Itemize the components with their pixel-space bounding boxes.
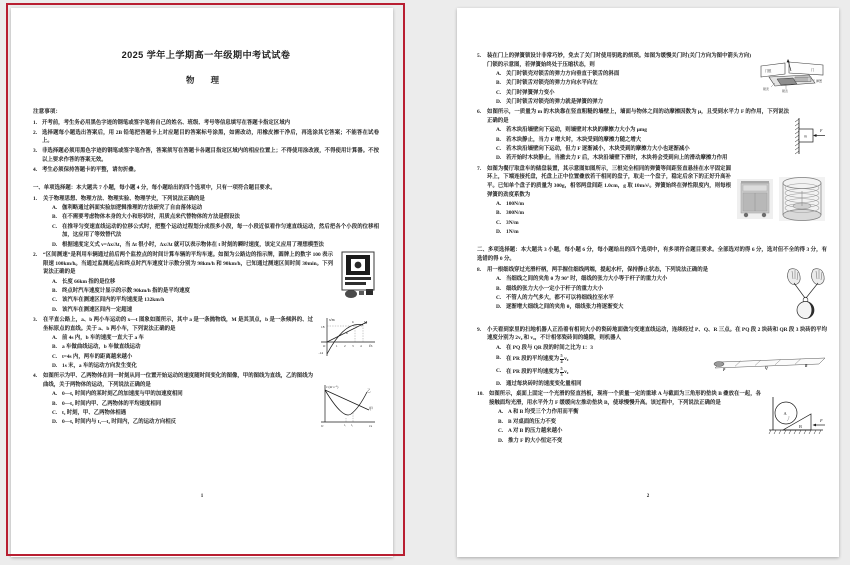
plate-dispenser-photos-icon xyxy=(735,173,827,223)
option-text: 0—t₂ 时间内甲、乙两物体的平均速度相同 xyxy=(62,400,162,407)
question-1 xyxy=(33,195,379,250)
option-list xyxy=(487,275,827,312)
option-text-pre: 在 PR 段的平均速度为 xyxy=(506,356,560,363)
option-label: C. xyxy=(496,368,502,375)
question-3 xyxy=(33,316,379,371)
option-text: 在不需要考虑物体本身的大小和形状时，用质点来代替物体的方法是假设法 xyxy=(62,214,240,221)
svg-text:-14: -14 xyxy=(318,351,324,356)
option-label: B. xyxy=(496,285,501,292)
svg-text:t₂: t₂ xyxy=(351,423,353,428)
option-c xyxy=(498,427,827,436)
svg-text:O: O xyxy=(323,344,326,349)
option-list xyxy=(43,204,379,250)
notice-item xyxy=(33,166,379,175)
notice-text: 开考前，考生务必用黑色字迹的钢笔或签字笔将自己的姓名、班级、考号等信息填写在答题卡指定区域内 xyxy=(42,119,290,126)
option-label: A. xyxy=(496,127,502,134)
option-label: B. xyxy=(52,288,57,295)
option-label: D. xyxy=(52,241,58,248)
option-a xyxy=(52,390,379,399)
option-text: 逐渐增大细线之间的夹角 θ，细线张力将逐渐变大 xyxy=(506,304,624,311)
option-text: 通过每块砖时的速度变化量相同 xyxy=(506,381,582,388)
question-10 xyxy=(477,390,827,445)
option-text: 若木块沿墙壁向下运动，但力 F 逐渐减小，木块受到的摩擦力大小也逐渐减小 xyxy=(506,145,690,152)
fraction-5-4 xyxy=(560,354,564,364)
option-b xyxy=(496,79,827,88)
option-text: 前 4s 内，b 车的速度一直大于 a 车 xyxy=(62,335,144,342)
option-label: D. xyxy=(498,437,504,444)
svg-text:门: 门 xyxy=(811,68,815,72)
option-a xyxy=(52,334,379,343)
option-text: 推力 F 的大小恒定不变 xyxy=(508,437,563,444)
option-text: 当细线之间的夹角 θ 为 90° 时，细线的张力大小等于杆子的重力大小 xyxy=(506,276,668,283)
question-stem: “区间测速”是利用车辆通过前后两个监控点的时间计算车辆的平均车速。如图为公路边的指示牌，圆牌上的数字 100 表示限速 100km/h。当通过监测起点和终点时汽车速度计示数分别为 98km/h 和 90km/h，已知通过测速区间时间 30min。下列说法正确的是 xyxy=(43,251,333,276)
option-text: 300N/m xyxy=(506,210,524,217)
option-text: 在推导匀变速直线运动的位移公式时，把整个运动过程划分成很多小段，每一小段近似看作匀速直线运动，然后把各个小段的位移相加，这应用了等效替代法 xyxy=(62,223,379,239)
fraction-numerator: 5 xyxy=(560,353,563,359)
svg-text:b: b xyxy=(352,320,354,325)
svg-text:F: F xyxy=(820,418,823,424)
option-b xyxy=(496,353,827,373)
option-c xyxy=(52,353,379,362)
option-label: D. xyxy=(496,99,502,106)
option-label: B. xyxy=(496,355,501,362)
option-d xyxy=(52,241,379,250)
svg-text:弹簧: 弹簧 xyxy=(816,79,823,83)
notice-heading: 注意事项： xyxy=(33,108,61,115)
subject-title: 物 理 xyxy=(185,74,227,85)
option-label: A. xyxy=(52,335,58,342)
option-text-post: v₀ xyxy=(564,369,569,376)
svg-text:t/s: t/s xyxy=(369,344,373,349)
option-text: A 对 B 的压力越来越小 xyxy=(508,428,563,435)
option-text: 若开始时木块静止，当撤去力 F 后，木块沿墙壁下滑时，木块将会受到向上的滑动摩擦力作用 xyxy=(506,155,728,162)
question-number: 8. xyxy=(477,266,482,273)
svg-text:B: B xyxy=(799,424,802,430)
page-title: 2025 学年上学期高一年级期中考试试卷 xyxy=(121,50,291,60)
svg-text:4: 4 xyxy=(360,344,362,349)
question-4 xyxy=(33,372,379,427)
question-number: 1. xyxy=(33,195,38,202)
option-list xyxy=(487,126,827,163)
option-label: C. xyxy=(52,353,58,360)
option-label: C. xyxy=(498,428,504,435)
question-7 xyxy=(477,165,827,238)
option-text-pre: 在 PR 段的平均速度为 xyxy=(506,369,560,376)
option-label: A. xyxy=(496,276,502,283)
option-text: 根据速度定义式 v=Δx/Δt，当 Δt 很小时，Δx/Δt 就可以表示物体在 t 时刻的瞬时速度，该定义应用了理想模型法 xyxy=(62,241,324,248)
option-label: A. xyxy=(496,344,502,351)
option-d xyxy=(496,303,827,312)
question-number: 3. xyxy=(33,317,38,324)
option-text: B 对桌面的压力不变 xyxy=(508,418,557,425)
option-text: t=4s 内，两车的距离越来越小 xyxy=(62,353,133,360)
option-label: C. xyxy=(52,409,58,416)
option-label: D. xyxy=(52,306,58,313)
option-text: 该汽车在测速区间内的平均速度是 132km/h xyxy=(62,297,165,304)
question-number: 6. xyxy=(477,109,482,116)
option-text: 不管人的力气多大，都不可以将细线拉至水平 xyxy=(506,294,614,301)
question-number: 5. xyxy=(477,53,482,59)
fraction-denominator: 3 xyxy=(560,371,563,377)
question-stem: 小天看到家里的扫地机器人正沿着有相同大小的瓷砖地面做匀变速直线运动，连续经过 P、Q、R 三点。在 PQ 段 2 块砖和 QR 段 3 块砖的平均速度分别为 2v₀ 和 v₀，不计相邻瓷砖间的缝隙，则机器人 xyxy=(487,326,827,342)
option-text: 若木块沿墙壁向下运动，则墙壁对木块的摩擦力大小为 μmg xyxy=(506,127,647,134)
option-label: B. xyxy=(496,210,501,217)
option-label: B. xyxy=(496,80,501,87)
question-number: 4. xyxy=(33,373,38,380)
option-label: C. xyxy=(496,219,502,226)
option-list xyxy=(43,278,379,315)
option-b xyxy=(498,418,827,430)
svg-text:P: P xyxy=(723,368,726,373)
notice-number: 3. xyxy=(33,148,38,155)
question-stem: 如图所示为甲、乙两物体在同一时刻从同一位置开始运动的速度随时间变化的图像，甲的图线为直线，乙的图线为曲线，关于两物体的运动，下列说法正确的是 xyxy=(43,373,313,389)
option-list xyxy=(489,408,827,445)
fraction-denominator: 4 xyxy=(560,358,563,364)
notice-item xyxy=(33,119,379,128)
question-number: 9. xyxy=(477,326,482,333)
question-5 xyxy=(477,52,827,107)
option-text: 关门时锁壳对锁舌的弹力方向垂直于锁舌的斜面 xyxy=(506,71,620,77)
option-text-post: v₀ xyxy=(564,356,569,363)
notice-text: 非选择题必须用黑色字迹的钢笔或签字笔作答，答案须写在答题卡各题目指定区域内的相应位置上；不得使用涂改液，不得使用计算器。不按以上要求作答的答案无效。 xyxy=(42,148,379,164)
option-c xyxy=(52,296,379,305)
notice-text: 考生必须保持答题卡的平整，请勿折叠。 xyxy=(42,167,140,174)
page-number-left: 1 xyxy=(200,494,204,499)
option-a xyxy=(52,204,379,213)
question-stem: 用一根细线穿过光滑杆柄，两手握住细线两端，提起水杆，保持静止状态，下列说法正确的是 xyxy=(487,266,709,273)
option-text: 长度 66km 指的是位移 xyxy=(62,278,116,285)
option-text: 终点时汽车速度计显示的示数 90km/h 指的是平均速度 xyxy=(62,288,190,295)
option-list xyxy=(43,334,379,371)
option-label: D. xyxy=(52,363,58,370)
option-label: B. xyxy=(498,418,503,425)
notice-number: 2. xyxy=(33,129,38,136)
option-label: B. xyxy=(52,344,57,351)
option-label: C. xyxy=(496,294,502,301)
option-d xyxy=(496,380,827,389)
question-9 xyxy=(477,326,827,389)
option-text: 1N/m xyxy=(506,229,519,236)
question-number: 2. xyxy=(33,251,38,258)
option-label: C. xyxy=(496,145,502,152)
option-d xyxy=(52,418,379,427)
option-c xyxy=(496,145,827,154)
plate-dispenser-figure xyxy=(735,173,827,227)
option-label: A. xyxy=(496,201,502,208)
option-a xyxy=(496,200,662,209)
option-d xyxy=(496,154,827,163)
option-label: D. xyxy=(496,155,502,162)
svg-text:锁舌: 锁舌 xyxy=(782,89,789,93)
option-b xyxy=(52,287,379,296)
svg-text:3: 3 xyxy=(352,344,354,349)
svg-text:1: 1 xyxy=(336,344,338,349)
section-2-heading: 二、多项选择题：本大题共 3 小题，每小题 6 分，每小题给出的四个选项中，有多项符合题目要求。全部选对的得 6 分，选对但不全的得 3 分，有选错的得 0 分。 xyxy=(477,247,827,263)
option-c xyxy=(52,223,379,241)
svg-text:Q: Q xyxy=(765,366,768,371)
option-c xyxy=(496,367,827,377)
option-a xyxy=(496,70,827,79)
notice-item xyxy=(33,147,379,165)
svg-text:v (m·s⁻¹): v (m·s⁻¹) xyxy=(326,385,339,390)
question-stem: 如图为餐厅取盘车的储盘装置，其示意图如图所示，三根完全相同的弹簧等间距竖直悬挂在水平固定圆环上，下端连接托盘，托盘上正中位置叠放若干相同的盘子，取走一个盘子，稳定后余下的正好升高补平。已知单个盘子的质量为 300g，相邻两盘间距 1.0cm，g 取 10m/s²。弹簧始终在弹性限度内，则每根弹簧的劲度系数为 xyxy=(487,165,731,198)
option-text: 关门时锁舌对锁壳的弹力就是弹簧的弹力 xyxy=(506,99,604,106)
question-stem: 在平直公路上，a、b 两小车运动的 x—t 图象如图所示，其中 a 是一条抛物线，M 是其顶点，b 是一条倾斜的、过坐标原点的直线。关于 a、b 两小车，下列说法正确的是 xyxy=(43,317,313,332)
option-text: 该汽车在测速区间内一定超速 xyxy=(62,306,133,313)
fraction-5-3 xyxy=(560,367,564,377)
question-number: 10. xyxy=(477,391,484,398)
svg-text:A: A xyxy=(783,411,787,417)
option-b xyxy=(496,209,662,218)
option-a xyxy=(496,275,827,284)
option-b xyxy=(496,285,827,294)
option-a xyxy=(498,408,827,417)
option-label: A. xyxy=(52,278,58,285)
option-text: A 和 B 均受三个力作用而平衡 xyxy=(508,409,579,416)
question-6 xyxy=(477,108,827,163)
question-stem: 如图所示，一质量为 m 的木块靠在竖直粗糙的墙壁上，墙面与物体之间的动摩擦因数为 μ，且受到水平力 F 的作用，下列说法正确的是 xyxy=(487,109,789,125)
option-label: A. xyxy=(52,204,58,211)
svg-text:甲: 甲 xyxy=(369,407,373,412)
notice-item xyxy=(33,129,379,147)
option-label: D. xyxy=(52,419,58,426)
svg-text:t/s: t/s xyxy=(369,424,373,429)
option-b xyxy=(496,133,827,145)
svg-text:O: O xyxy=(321,424,324,429)
question-8 xyxy=(477,266,827,312)
option-label: A. xyxy=(496,71,502,77)
option-c xyxy=(52,409,379,418)
svg-text:M: M xyxy=(364,321,367,326)
option-b xyxy=(52,213,379,222)
option-text: 0—t₁ 时间内与 t₁—t₂ 时间内，乙的运动方向相反 xyxy=(62,419,177,426)
option-text: 若木块静止，当力 F 增大时，木块受到的摩擦力随之增大 xyxy=(506,136,642,143)
section-1-heading: 一、单项选择题：本大题共 7 小题，每小题 4 分，每小题给出的四个选项中，只有一项符合题目要求。 xyxy=(33,184,276,191)
option-c xyxy=(496,219,662,228)
option-label: B. xyxy=(496,136,501,143)
option-label: B. xyxy=(52,214,57,221)
option-text: 1s 末，a 车的运动方向发生变化 xyxy=(62,363,137,370)
svg-text:x/m: x/m xyxy=(329,318,335,323)
document-page-1 xyxy=(11,8,393,557)
notice-text: 选择题每小题选出答案后，用 2B 铅笔把答题卡上对应题目的答案标号涂黑，如需改动，用橡皮擦干净后，再选涂其它答案；不能答在试卷上。 xyxy=(42,129,379,145)
svg-text:门框: 门框 xyxy=(765,69,772,73)
page-number-right: 2 xyxy=(646,494,650,499)
option-text: 3N/m xyxy=(506,219,519,226)
option-label: C. xyxy=(52,297,58,304)
svg-text:m: m xyxy=(804,133,807,139)
option-label: A. xyxy=(52,391,58,398)
option-list xyxy=(487,344,827,389)
option-b xyxy=(52,343,379,352)
option-text: t₂ 时刻，甲、乙两物体相遇 xyxy=(62,409,127,416)
option-c xyxy=(496,89,827,98)
question-stem: 如图所示，桌面上固定一个光滑的竖直挡板，现将一个质量一定的重球 A 与截面为三角形的垫块 B 叠放在一起，各接触面均光滑，用水平外力 F 缓缓向左推动垫块 B，使球慢慢升高。该过程中，下列说法正确的是 xyxy=(489,391,761,407)
option-d xyxy=(52,362,379,371)
option-text: 细线的张力大小一定小于杆子的重力大小 xyxy=(506,285,604,292)
question-number: 7. xyxy=(477,165,482,172)
option-list xyxy=(43,390,379,427)
option-d xyxy=(52,306,379,315)
notice-number: 4. xyxy=(33,167,38,174)
option-d xyxy=(496,228,662,237)
question-stem: 关于物理思想、物理方法、物理实验、物理学史，下列说法正确的是 xyxy=(43,195,205,202)
option-text: 伽利略通过斜面实验加逻辑推理的方法研究了自由落体运动 xyxy=(62,204,203,211)
option-d xyxy=(498,437,827,446)
option-text: a 车做曲线运动，b 车做直线运动 xyxy=(62,344,141,351)
option-a xyxy=(52,278,379,287)
notice-number: 1. xyxy=(33,119,38,126)
option-label: D. xyxy=(496,381,502,388)
option-label: C. xyxy=(52,223,58,230)
svg-text:R: R xyxy=(805,364,808,369)
option-text: 0—t₁ 时间内的某时刻乙的加速度与甲的加速度相同 xyxy=(62,391,183,398)
svg-text:锁壳: 锁壳 xyxy=(763,87,770,91)
option-text: 关门时弹簧弹力变小 xyxy=(506,89,555,96)
option-label: D. xyxy=(496,229,502,236)
svg-text:a: a xyxy=(346,331,348,336)
option-label: C. xyxy=(496,89,502,96)
option-d xyxy=(496,98,827,107)
option-label: D. xyxy=(496,304,502,311)
option-a xyxy=(496,126,827,135)
svg-text:18: 18 xyxy=(321,325,325,330)
option-text: 关门时锁舌对锁壳的弹力方向水平向左 xyxy=(506,80,598,87)
question-2 xyxy=(33,251,379,315)
option-label: B. xyxy=(52,400,57,407)
question-stem: 装在门上的弹簧锁设计非常巧妙，免去了关门时使用钥匙的烦琐。如图为缓慢关门时(关门方向为图中箭头方向)门锁的示意图，若弹簧始终处于压缩状态，则 xyxy=(487,53,751,68)
option-text: 100N/m xyxy=(506,201,524,208)
svg-text:乙: 乙 xyxy=(367,389,371,394)
fraction-numerator: 5 xyxy=(560,366,563,372)
svg-text:t₁: t₁ xyxy=(344,423,346,428)
option-label: A. xyxy=(498,409,504,416)
svg-text:2: 2 xyxy=(344,344,346,349)
option-a xyxy=(496,344,827,353)
document-page-2 xyxy=(457,8,839,557)
option-list xyxy=(487,70,827,107)
notice-list xyxy=(33,119,379,175)
option-b xyxy=(52,400,379,412)
option-text: 在 PQ 段与 QR 段的时间之比为 1：3 xyxy=(506,344,593,351)
option-c xyxy=(496,294,827,303)
svg-text:F: F xyxy=(820,128,823,134)
